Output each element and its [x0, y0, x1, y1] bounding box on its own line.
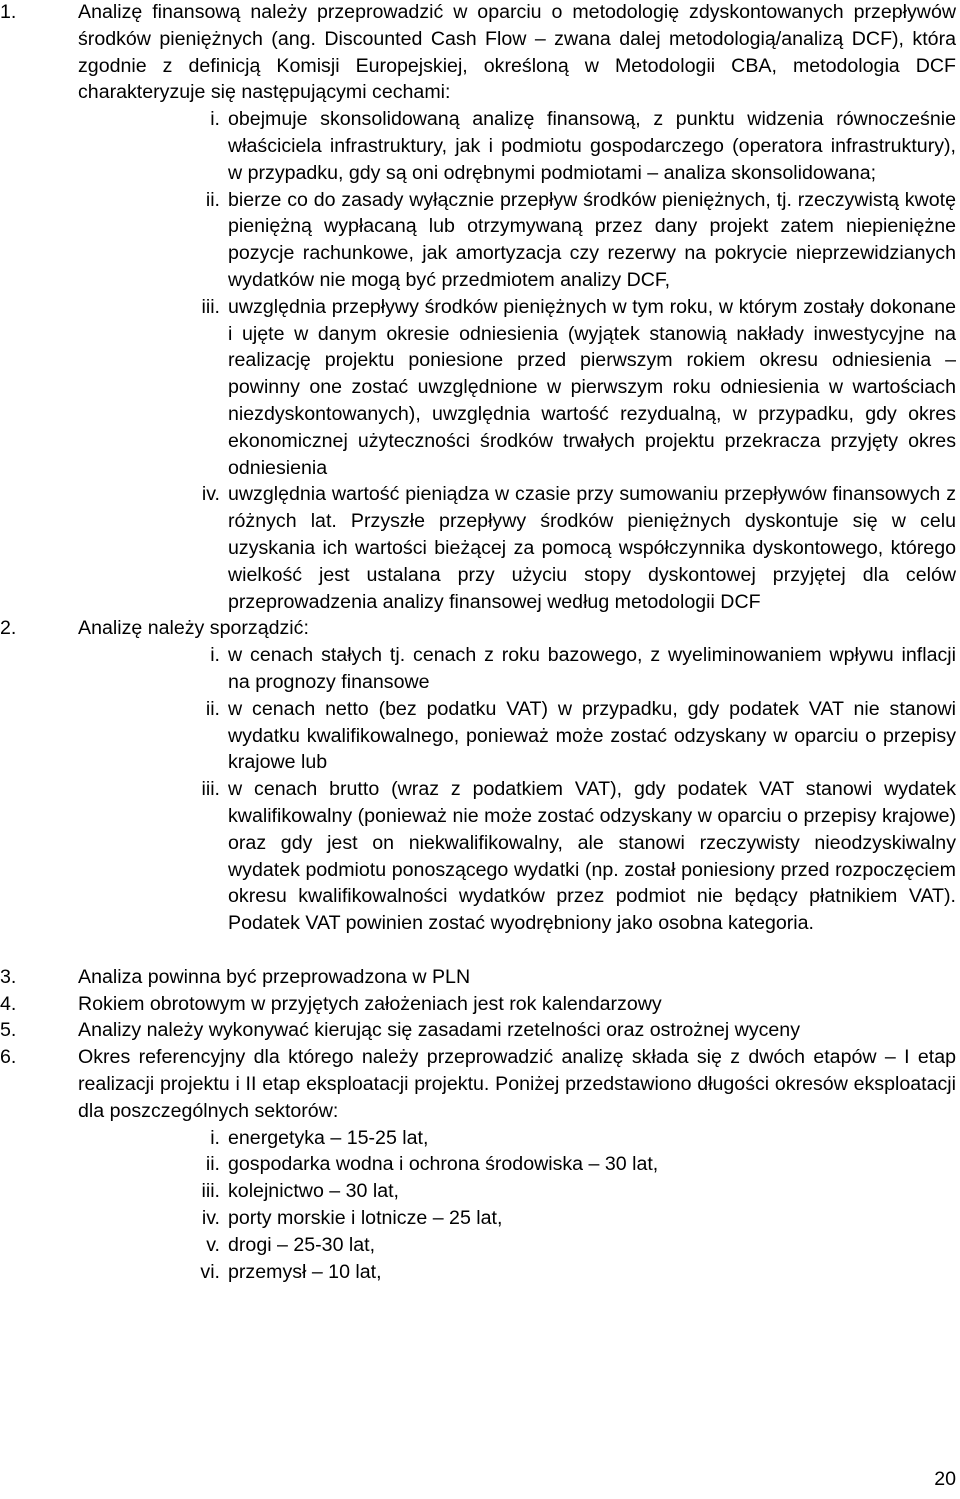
list-item-5	[0, 1017, 956, 1044]
list-text: Analizy należy wykonywać kierując się zasadami rzetelności oraz ostrożnej wyceny	[78, 1019, 801, 1042]
list-item-1	[0, 0, 956, 106]
sublist-number: ii.	[205, 697, 220, 720]
sublist-number: vi.	[200, 1260, 220, 1283]
spacer	[0, 937, 956, 964]
list-item-6	[0, 1044, 956, 1124]
sublist-item	[0, 1151, 956, 1178]
sublist-item	[0, 1232, 956, 1259]
page-number: 20	[934, 1468, 956, 1490]
sublist-number: iv.	[201, 483, 220, 506]
list-number: 5.	[0, 1019, 17, 1042]
sublist-text: przemysł – 10 lat,	[228, 1260, 382, 1283]
sublist-text: w cenach netto (bez podatku VAT) w przypadku, gdy podatek VAT nie stanowi wydatku kwalifikowalnego, ponieważ może zostać odzyskany w oparciu o przepisy krajowe lub	[228, 697, 956, 774]
sublist-item	[0, 696, 956, 776]
sublist-item	[0, 187, 956, 294]
sublist-item	[0, 776, 956, 937]
sublist-number: ii.	[205, 1153, 220, 1176]
sublist-item	[0, 1178, 956, 1205]
sublist-item	[0, 106, 956, 186]
list-item-3	[0, 964, 956, 991]
sublist-item	[0, 481, 956, 615]
sublist-text: uwzględnia przepływy środków pieniężnych w tym roku, w którym zostały dokonane i ujęte w danym okresie odniesienia (wyjątek stanowią nakłady inwestycyjne na realizację projektu poniesione przed pierwszym rokiem okresu odniesienia – powinny one zostać uwzględnione w pierwszym roku odniesienia w wartościach niezdyskontowanych), uwzględnia wartość rezydualną, w przypadku, gdy okres ekonomicznej użyteczności środków trwałych projektu przekracza przyjęty okres odniesienia	[228, 295, 956, 479]
list-text: Okres referencyjny dla którego należy przeprowadzić analizę składa się z dwóch etapów – I etap realizacji projektu i II etap eksploatacji projektu. Poniżej przedstawiono długości okresów eksploatacji dla poszczególnych sektorów:	[78, 1046, 956, 1122]
sublist-text: porty morskie i lotnicze – 25 lat,	[228, 1207, 503, 1230]
sublist-item	[0, 642, 956, 696]
sublist-item	[0, 1125, 956, 1152]
sublist-text: drogi – 25-30 lat,	[228, 1233, 376, 1256]
sublist-number: iii.	[201, 295, 220, 318]
sublist-text: uwzględnia wartość pieniądza w czasie przy sumowaniu przepływów finansowych z różnych lat. Przyszłe przepływy środków pieniężnych dyskontuje się w celu uzyskania ich wartości bieżącej za pomocą współczynnika dyskontowego, którego wielkość jest ustalana przy użyciu stopy dyskontowej przyjętej dla celów przeprowadzenia analizy finansowej według metodologii DCF	[228, 483, 956, 613]
sublist-text: w cenach brutto (wraz z podatkiem VAT), gdy podatek VAT stanowi wydatek kwalifikowalny (ponieważ nie może zostać odzyskany w oparciu o przepisy krajowe) oraz gdy jest on niekwalifikowalny, ale stanowi rzeczywisty nieodzyskiwalny wydatek podmiotu ponoszącego wydatki (np. został poniesiony przed rozpoczęciem okresu kwalifikowalności wydatków przez podmiot nie będący płatnikiem VAT). Podatek VAT powinien zostać wyodrębniony jako osobna kategoria.	[228, 778, 956, 935]
list-item-2	[0, 615, 956, 642]
sublist-text: w cenach stałych tj. cenach z roku bazowego, z wyeliminowaniem wpływu inflacji na prognozy finansowe	[228, 644, 956, 693]
list-number: 6.	[0, 1046, 17, 1069]
sublist-text: bierze co do zasady wyłącznie przepływ środków pieniężnych, tj. rzeczywistą kwotę pieniężną wypłacaną lub otrzymywaną przez dany projekt zatem niepieniężne pozycje rachunkowe, jak amortyzacja czy rezerwy na pokrycie nieprzewidzianych wydatków nie mogą być przedmiotem analizy DCF,	[228, 188, 956, 291]
sublist-text: kolejnictwo – 30 lat,	[228, 1180, 399, 1203]
list-number: 2.	[0, 617, 17, 640]
sublist-text: obejmuje skonsolidowaną analizę finansową, z punktu widzenia równocześnie właściciela infrastruktury, jak i podmiotu gospodarczego (operatora infrastruktury), w przypadku, gdy są oni odrębnymi podmiotami – analiza skonsolidowana;	[228, 108, 956, 184]
sublist-text: gospodarka wodna i ochrona środowiska – 30 lat,	[228, 1153, 659, 1176]
list-number: 1.	[0, 1, 17, 23]
sublist-text: energetyka – 15-25 lat,	[228, 1126, 429, 1149]
sublist-item	[0, 1205, 956, 1232]
sublist-number: i.	[210, 108, 220, 131]
list-text: Analizę należy sporządzić:	[78, 617, 309, 640]
sublist-number: i.	[210, 1126, 220, 1149]
sublist-number: iii.	[201, 778, 220, 801]
sublist-number: v.	[206, 1233, 220, 1256]
list-number: 3.	[0, 965, 17, 988]
sublist-number: i.	[210, 644, 220, 667]
sublist-number: ii.	[205, 188, 220, 211]
list-text: Analiza powinna być przeprowadzona w PLN	[78, 965, 471, 988]
list-text: Analizę finansową należy przeprowadzić w oparciu o metodologię zdyskontowanych przepływów środków pieniężnych (ang. Discounted Cash Flow – zwana dalej metodologią/analizą DCF), która zgodnie z definicją Komisji Europejskiej, określoną w Metodologii CBA, metodologia DCF charakteryzuje się następującymi cechami:	[78, 1, 956, 104]
sublist-item	[0, 1259, 956, 1286]
list-text: Rokiem obrotowym w przyjętych założeniach jest rok kalendarzowy	[78, 992, 662, 1015]
list-number: 4.	[0, 992, 17, 1015]
sublist-number: iii.	[201, 1180, 220, 1203]
list-item-4	[0, 991, 956, 1018]
sublist-item	[0, 294, 956, 482]
sublist-number: iv.	[201, 1207, 220, 1230]
